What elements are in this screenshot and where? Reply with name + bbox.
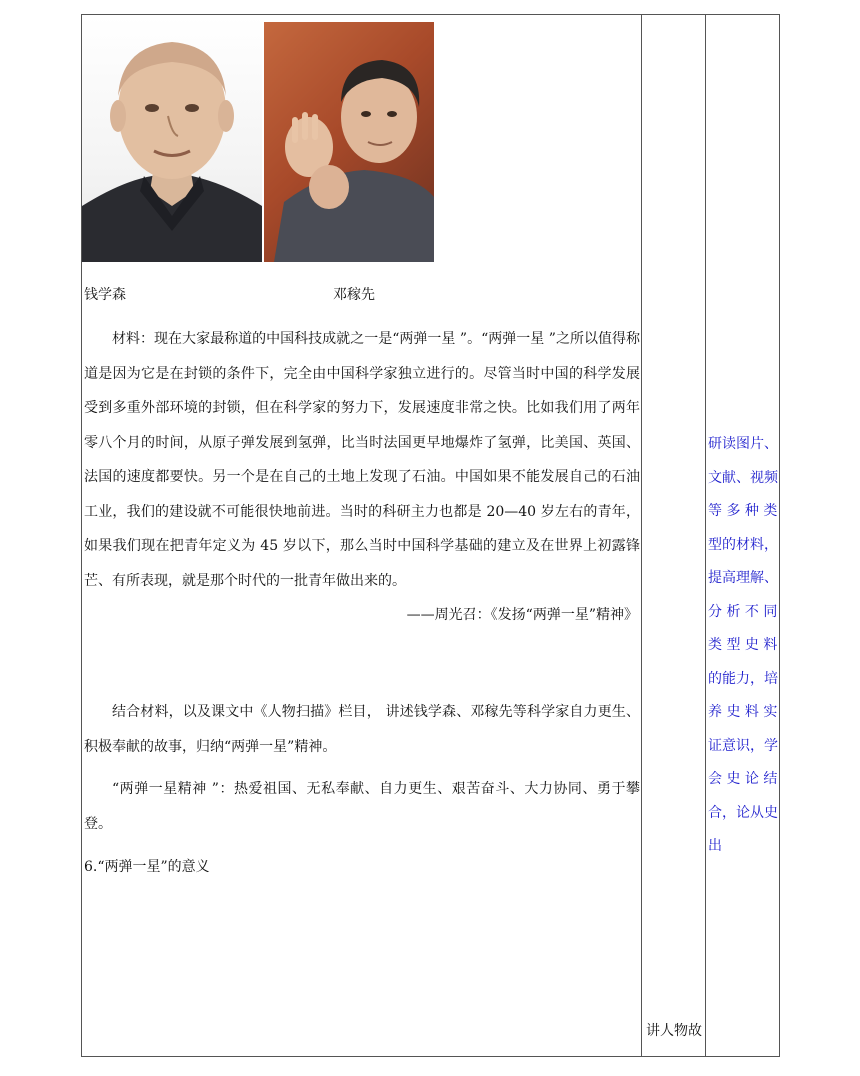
caption-deng-jiaxian: 邓稼先 <box>333 287 375 303</box>
portrait-qian-xuesen <box>82 16 262 262</box>
spirit-paragraph: “两弹一星精神 ”：热爱祖国、无私奉献、自力更生、艰苦奋斗、大力协同、勇于攀登。 <box>84 781 640 832</box>
design-intent-note: 研读图片、 文献、视频 等 多 种 类 型的材料， 提高理解、 分 析 不 同 类 型 史 料 的能力，培 养 史 料 实 证意识，学 会 史 论 结 合，论从史 出 <box>708 436 778 854</box>
task-paragraph: 结合材料，以及课文中《人物扫描》栏目， 讲述钱学森、邓稼先等科学家自力更生、积极奉献的故事，归纳“两弹一星”精神。 <box>84 704 640 755</box>
portrait-deng-jiaxian <box>264 22 434 262</box>
column-divider-1 <box>641 14 642 1057</box>
activity-label: 讲人物故 <box>646 1023 702 1039</box>
caption-qian-xuesen: 钱学森 <box>84 287 126 303</box>
column-divider-2 <box>705 14 706 1057</box>
section-heading-6: 6.“两弹一星”的意义 <box>84 859 210 875</box>
material-paragraph: 材料：现在大家最称道的中国科技成就之一是“两弹一星 ”。“两弹一星 ”之所以值得称道是因为它是在封锁的条件下，完全由中国科学家独立进行的。尽管当时中国的科学发展受到多重外部环境的封锁，但在科学家的努力下，发展速度非常之快。比如我们用了两年零八个月的时间，从原子弹发展到氢弹，比当时法国更早地爆炸了氢弹，比美国、英国、法国的速度都要快。另一个是在自己的土地上发现了石油。中国如果不能发展自己的石油工业，我们的建设就不可能很快地前进。当时的科研主力也都是 20—40 岁左右的青年，如果我们现在把青年定义为 45 岁以下，那么当时中国科学基础的建立及在世界上初露锋芒、有所表现，就是那个时代的一批青年做出来的。 <box>84 331 640 589</box>
material-source: ——周光召：《发扬“两弹一星”精神》 <box>406 607 638 623</box>
